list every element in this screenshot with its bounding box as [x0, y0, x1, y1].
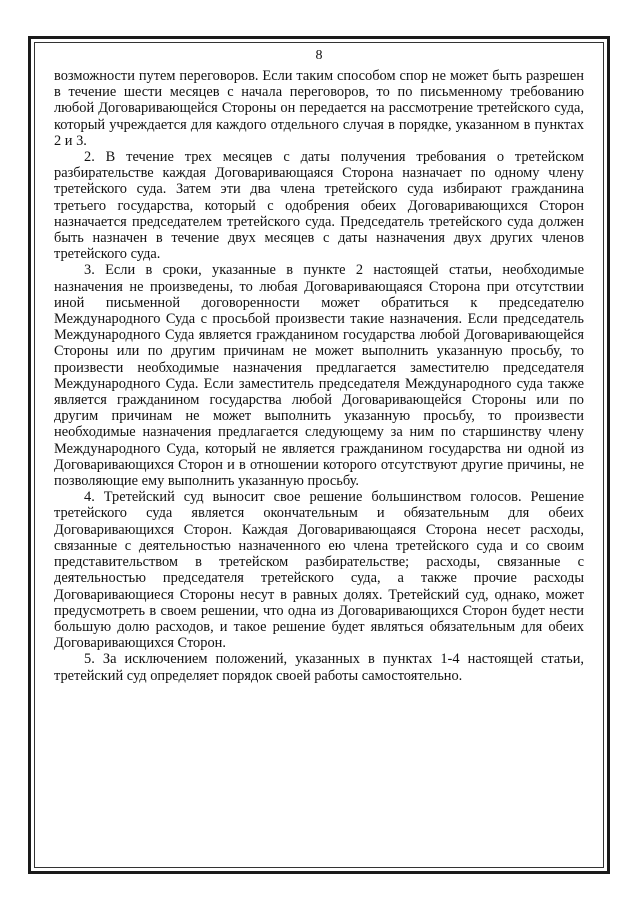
page-content — [54, 48, 584, 684]
paragraph-item-5: 5. За исключением положений, указанных в пунктах 1-4 настоящей статьи, третейский суд определяет порядок своей работы самостоятельно. — [54, 651, 584, 684]
paragraph-continuation: возможности путем переговоров. Если таким способом спор не может быть разрешен в течение шести месяцев с начала переговоров, то по письменному требованию любой Договаривающейся Стороны он передается на рассмотрение третейского суда, который учреждается для каждого отдельного случая в порядке, указанном в пунктах 2 и 3. — [54, 68, 584, 149]
paragraph-item-4: 4. Третейский суд выносит свое решение большинством голосов. Решение третейского суда является окончательным и обязательным для обеих Договаривающихся Сторон. Каждая Договаривающаяся Сторона несет расходы, связанные с деятельностью назначенного ею члена третейского суда и со своим представительством в третейском разбирательстве; расходы, связанные с деятельностью председателя третейского суда, а также прочие расходы Договаривающиеся Стороны несут в равных долях. Третейский суд, однако, может предусмотреть в своем решении, что одна из Договаривающихся Сторон будет нести большую долю расходов, и такое решение будет являться обязательным для обеих Договаривающихся Сторон. — [54, 489, 584, 652]
paragraph-item-2: 2. В течение трех месяцев с даты получения требования о третейском разбирательстве каждая Договаривающаяся Сторона назначает по одному члену третейского суда. Затем эти два члена третейского суда избирают гражданина третьего государства, который с одобрения обеих Договаривающихся Сторон назначается председателем третейского суда. Председатель третейского суда должен быть назначен в течение двух месяцев с даты назначения двух других членов третейского суда. — [54, 149, 584, 263]
paragraph-item-3: 3. Если в сроки, указанные в пункте 2 настоящей статьи, необходимые назначения не произведены, то любая Договаривающаяся Сторона при отсутствии иной письменной договоренности может обратиться к председателю Международного Суда с просьбой произвести такие назначения. Если председатель Международного Суда является гражданином государства любой Договаривающейся Стороны или по другим причинам не может выполнить указанную просьбу, то произвести необходимые назначения предлагается заместителю председателя Международного Суда. Если заместитель председателя Международного суда также является гражданином государства любой Договаривающейся Стороны или по другим причинам не может выполнить указанную просьбу, то произвести необходимые назначения предлагается следующему за ним по старшинству члену Международного Суда, который не является гражданином государства ни одной из Договаривающихся Сторон и в отношении которого отсутствуют другие причины, не позволяющие ему выполнить указанную просьбу. — [54, 262, 584, 490]
page-number: 8 — [315, 48, 323, 63]
